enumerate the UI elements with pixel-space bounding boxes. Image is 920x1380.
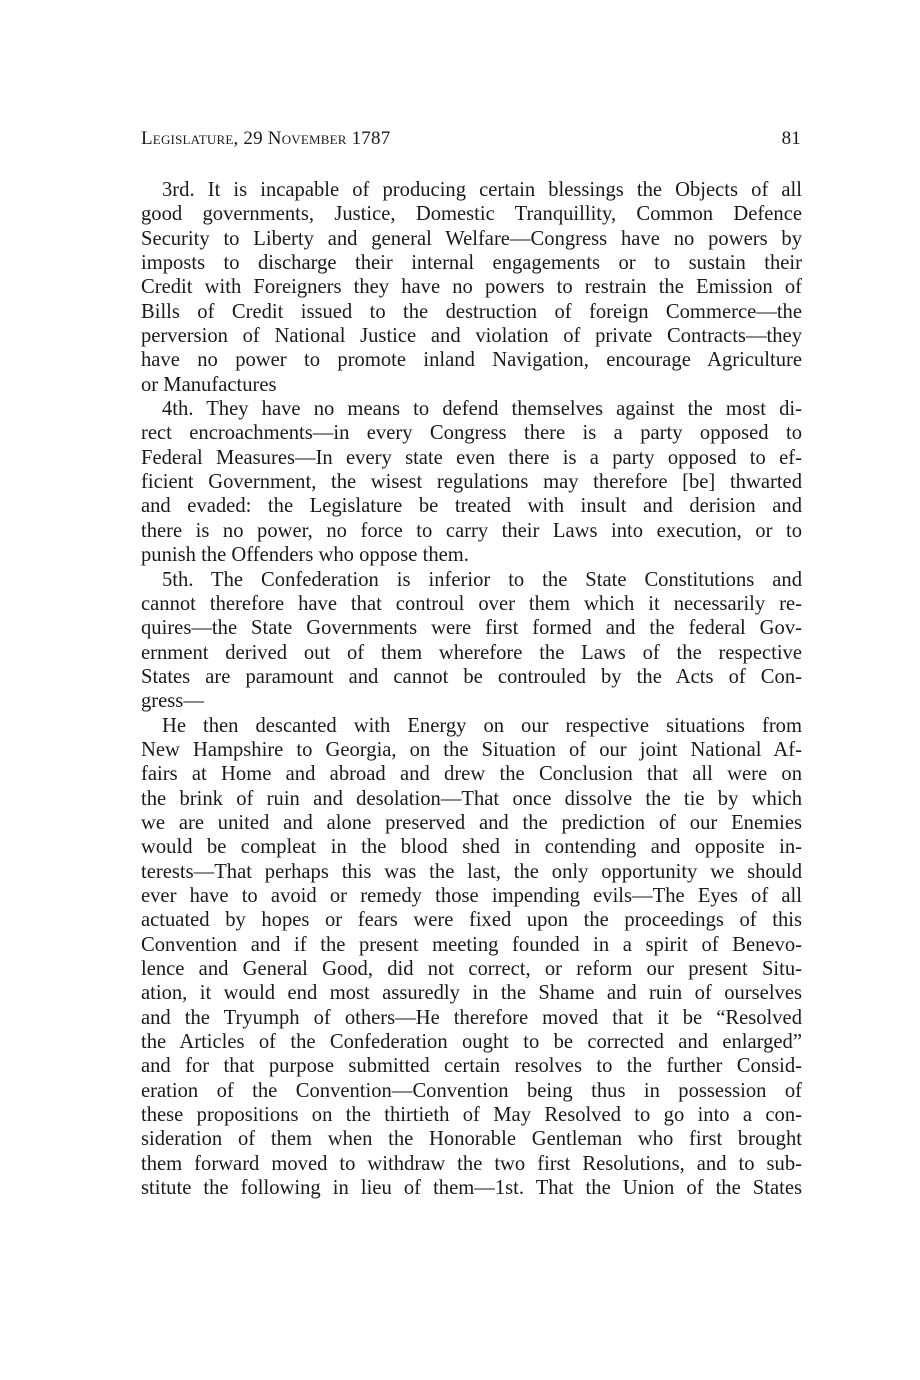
text-line: have no power to promote inland Navigation, encourage Agriculture xyxy=(141,349,802,372)
text-line: lence and General Good, did not correct, or reform our present Situ- xyxy=(141,958,802,980)
body-text xyxy=(141,178,802,1200)
text-line: Convention and if the present meeting founded in a spirit of Benevo- xyxy=(141,933,802,956)
text-line: eration of the Convention—Convention being thus in possession of xyxy=(141,1079,802,1102)
text-line: good governments, Justice, Domestic Tranquillity, Common Defence xyxy=(141,203,802,226)
text-line: them forward moved to withdraw the two first Resolutions, and to sub- xyxy=(141,1152,802,1175)
text-line: or Manufactures xyxy=(141,373,277,396)
text-line: gress— xyxy=(141,690,204,713)
text-line: Bills of Credit issued to the destruction of foreign Commerce—the xyxy=(141,300,802,323)
text-line: He then descanted with Energy on our respective situations from xyxy=(162,714,802,737)
running-head xyxy=(141,128,801,156)
text-line: the brink of ruin and desolation—That once dissolve the tie by which xyxy=(141,787,802,810)
page-number: 81 xyxy=(781,128,801,149)
text-line: Federal Measures—In every state even there is a party opposed to ef- xyxy=(141,446,802,469)
text-line: there is no power, no force to carry their Laws into execution, or to xyxy=(141,519,802,542)
text-line: would be compleat in the blood shed in contending and opposite in- xyxy=(141,836,802,859)
text-line: quires—the State Governments were first formed and the federal Gov- xyxy=(141,617,802,640)
text-line: stitute the following in lieu of them—1st. That the Union of the States xyxy=(141,1177,802,1200)
running-title: Legislature, 29 November 1787 xyxy=(141,128,391,149)
text-line: ever have to avoid or remedy those impending evils—The Eyes of all xyxy=(141,884,802,907)
text-line: New Hampshire to Georgia, on the Situation of our joint National Af- xyxy=(141,738,802,761)
text-line: States are paramount and cannot be controuled by the Acts of Con- xyxy=(141,665,802,688)
text-line: 3rd. It is incapable of producing certain blessings the Objects of all xyxy=(162,179,802,201)
text-line: we are united and alone preserved and the prediction of our Enemies xyxy=(141,811,802,834)
text-line: these propositions on the thirtieth of May Resolved to go into a con- xyxy=(141,1104,802,1127)
text-line: 5th. The Confederation is inferior to the State Constitutions and xyxy=(162,568,802,591)
text-line: ficient Government, the wisest regulations may therefore [be] thwarted xyxy=(141,471,802,494)
text-line: fairs at Home and abroad and drew the Conclusion that all were on xyxy=(141,763,802,786)
text-line: perversion of National Justice and violation of private Contracts—they xyxy=(141,325,802,348)
text-line: ation, it would end most assuredly in the Shame and ruin of ourselves xyxy=(141,982,802,1005)
text-line: and for that purpose submitted certain resolves to the further Consid- xyxy=(141,1055,802,1078)
text-line: the Articles of the Confederation ought to be corrected and enlarged” xyxy=(141,1031,802,1054)
text-line: Credit with Foreigners they have no powers to restrain the Emission of xyxy=(141,276,802,299)
text-line: and evaded: the Legislature be treated with insult and derision and xyxy=(141,495,802,518)
text-line: and the Tryumph of others—He therefore moved that it be “Resolved xyxy=(141,1006,802,1029)
text-line: cannot therefore have that controul over them which it necessarily re- xyxy=(141,592,802,615)
text-line: imposts to discharge their internal engagements or to sustain their xyxy=(141,252,802,275)
text-line: sideration of them when the Honorable Gentleman who first brought xyxy=(141,1128,802,1151)
text-line: actuated by hopes or fears were fixed upon the proceedings of this xyxy=(141,909,802,932)
text-line: 4th. They have no means to defend themselves against the most di- xyxy=(162,398,802,421)
text-line: punish the Offenders who oppose them. xyxy=(141,544,469,567)
text-line: terests—That perhaps this was the last, the only opportunity we should xyxy=(141,860,802,883)
text-line: rect encroachments—in every Congress there is a party opposed to xyxy=(141,422,802,445)
text-line: Security to Liberty and general Welfare—Congress have no powers by xyxy=(141,227,802,250)
text-line: ernment derived out of them wherefore the Laws of the respective xyxy=(141,641,802,664)
